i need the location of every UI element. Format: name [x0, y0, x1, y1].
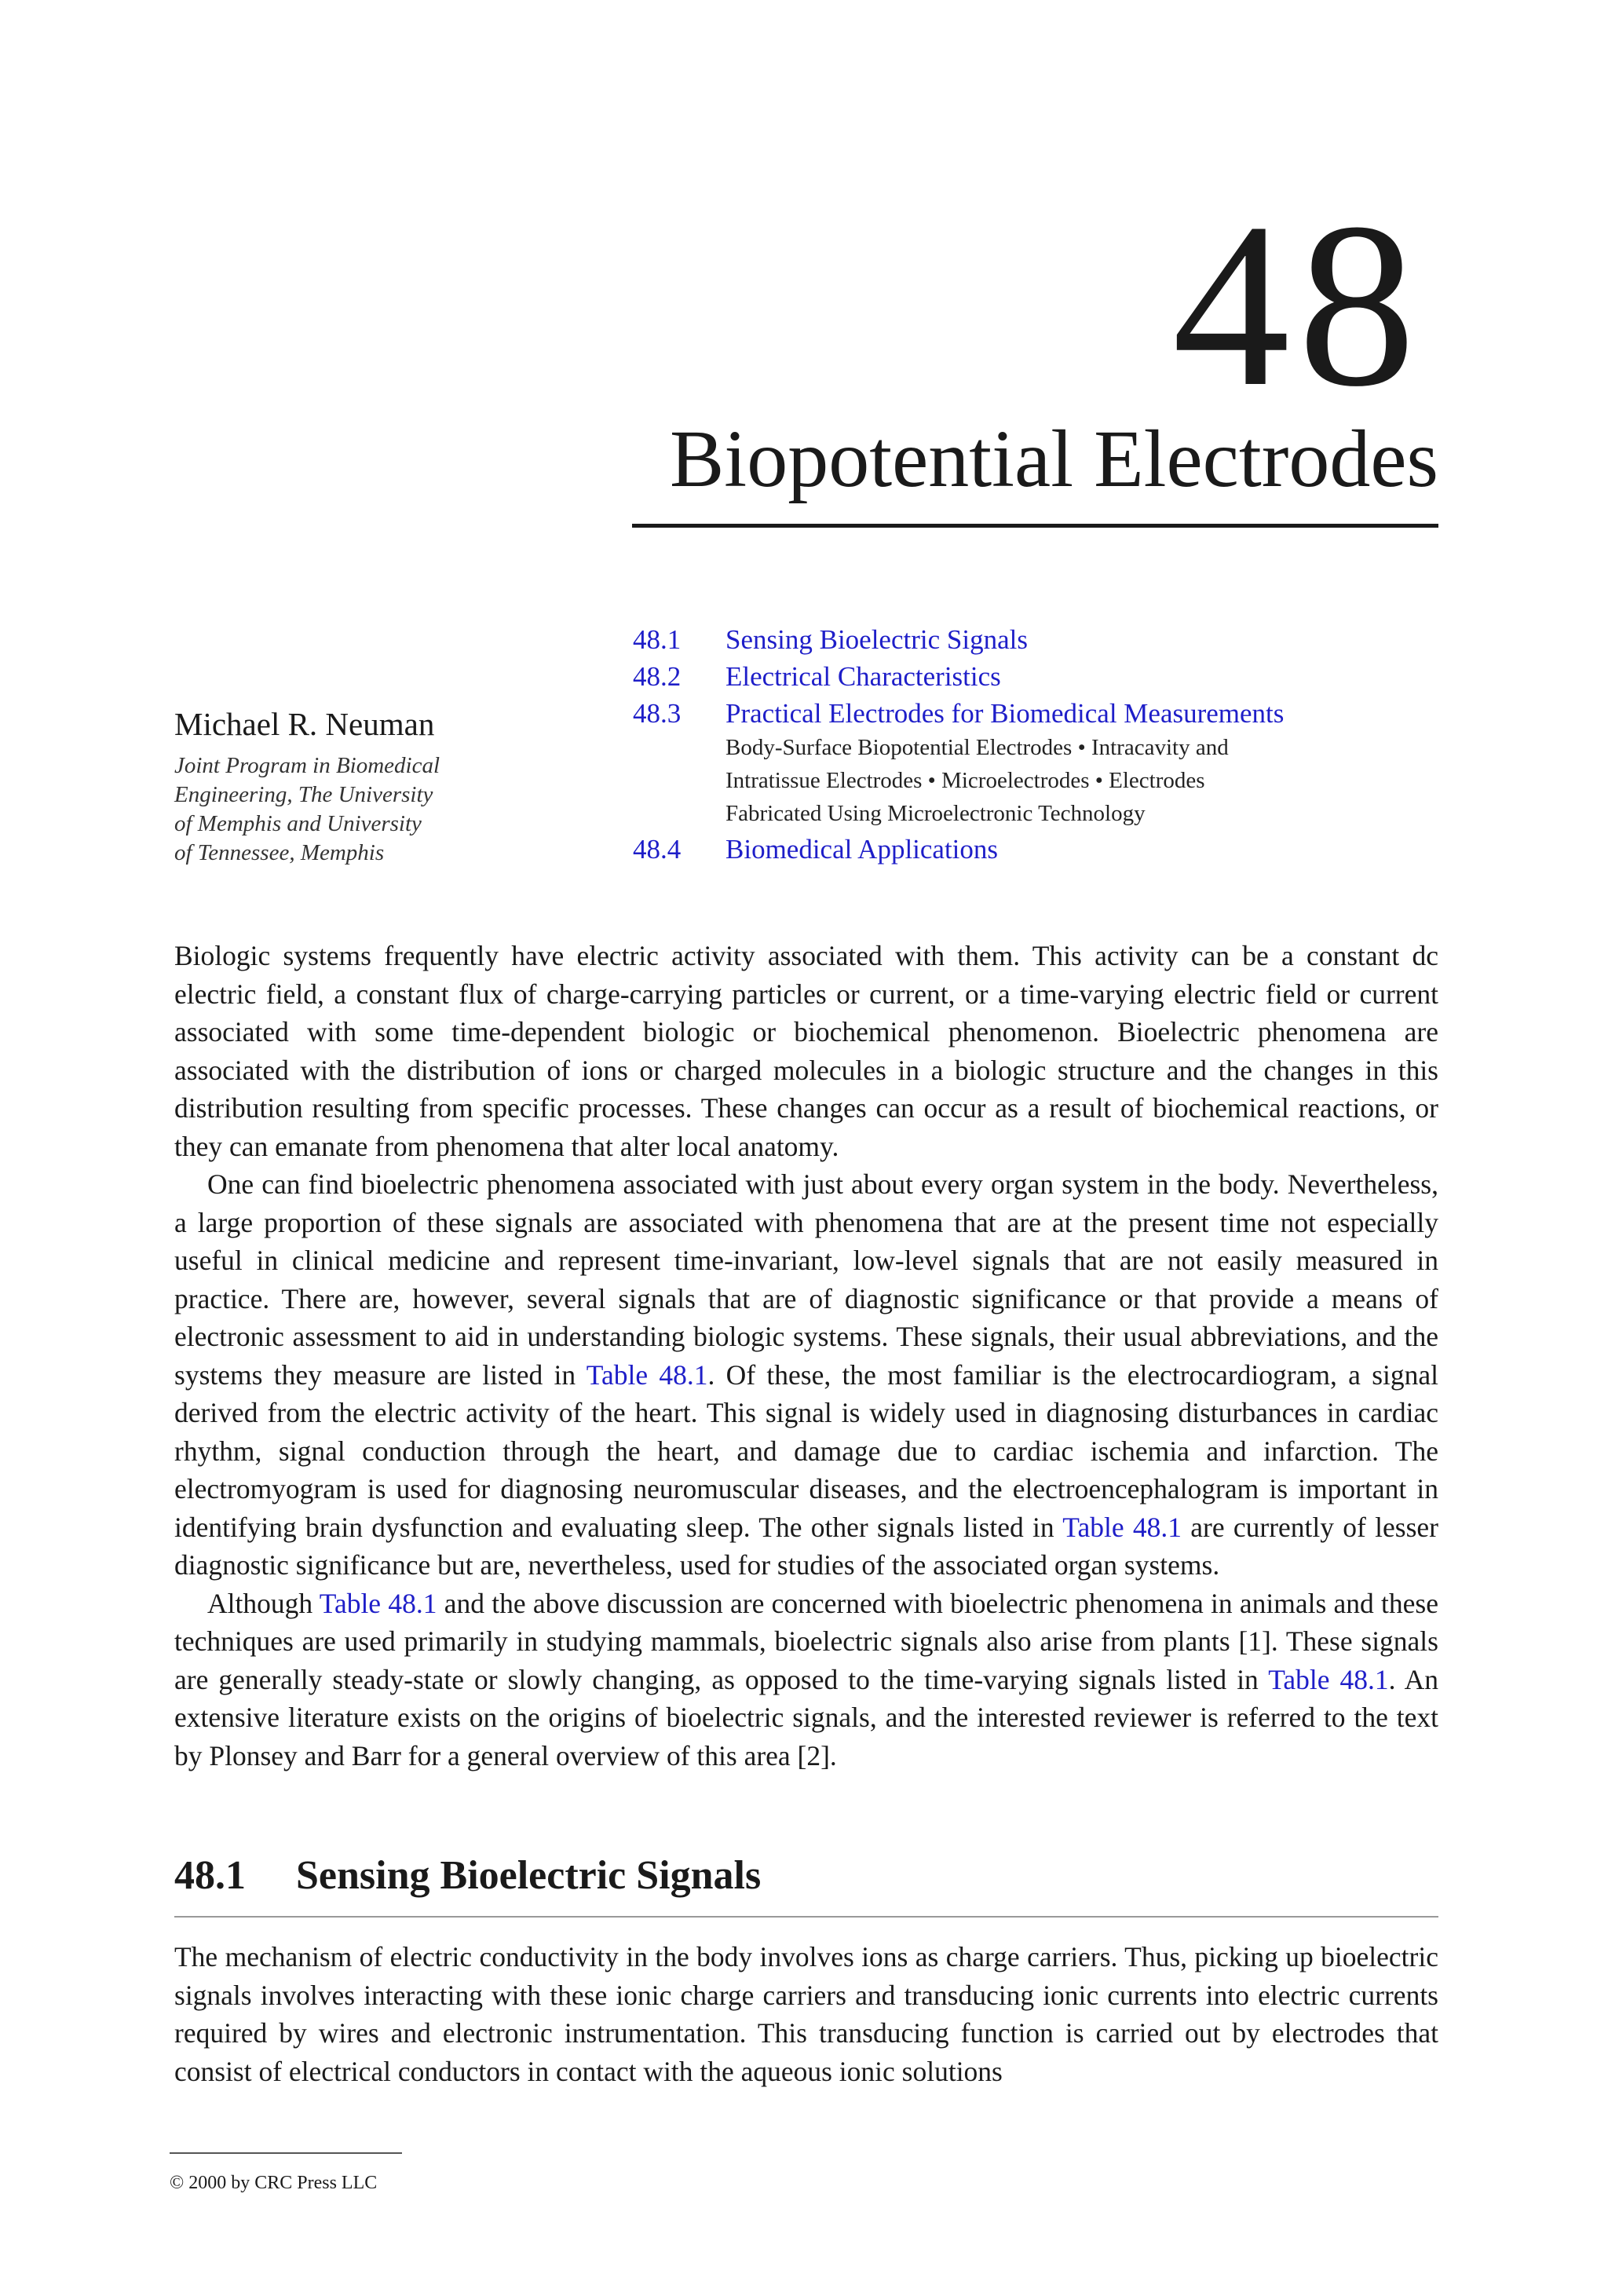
paragraph-text: are currently of lesser diagnostic significance but are, nevertheless, used for studies of the associated organ systems.: [174, 1511, 1438, 1581]
table-reference-link[interactable]: Table 48.1: [1062, 1511, 1182, 1543]
toc-entry-number[interactable]: 48.2: [633, 661, 682, 692]
table-reference-link[interactable]: Table 48.1: [1268, 1663, 1389, 1695]
chapter-title: Biopotential Electrodes: [669, 414, 1438, 504]
footnote-divider: [170, 2152, 402, 2154]
section-number: 48.1: [174, 1853, 246, 1898]
title-divider: [632, 524, 1438, 528]
author-affiliation: [174, 751, 614, 868]
toc-subtopic-line: Fabricated Using Microelectronic Technology: [725, 801, 1146, 826]
toc-entry-link[interactable]: Electrical Characteristics: [725, 661, 1001, 692]
intro-paragraph: Biologic systems frequently have electric activity associated with them. This activity can be a constant dc electric field, a constant flux of charge-carrying particles or current, or a time-varying electric field or current associated with some time-dependent biologic or biochemical phenomenon. Bioelectric phenomena are associated with the distribution of ions or charged molecules in a biologic structure and the changes in this distribution resulting from specific processes. These changes can occur as a result of biochemical reactions, or they can emanate from phenomena that alter local anatomy.: [174, 940, 1438, 1162]
paragraph-text: and the above discussion are concerned with bioelectric phenomena in animals and these techniques are used primarily in studying mammals, bioelectric signals also arise from plants [1]. These signals are generally steady-state or slowly changing, as opposed to the time-varying signals listed in: [174, 1587, 1438, 1695]
chapter-number: 48: [1172, 174, 1423, 435]
affiliation-line: Engineering, The University: [174, 782, 433, 808]
paragraph-text: One can find bioelectric phenomena associated with just about every organ system in the body. Nevertheless, a large proportion of these signals are associated with phenomena that are at the present time not especially useful in clinical medicine and represent time-invariant, low-level signals that are not easily measured in practice. There are, however, several signals that are of diagnostic significance or that provide a means of electronic assessment to aid in understanding biologic systems. These signals, their usual abbreviations, and the systems they measure are listed in: [174, 1168, 1438, 1391]
affiliation-line: of Tennessee, Memphis: [174, 840, 385, 866]
toc-subtopic-line: Body-Surface Biopotential Electrodes • Intracavity and: [725, 735, 1229, 760]
copyright-notice: © 2000 by CRC Press LLC: [170, 2173, 378, 2193]
toc-entry[interactable]: [633, 621, 1449, 658]
section-title: Sensing Bioelectric Signals: [296, 1853, 762, 1898]
table-reference-link[interactable]: Table 48.1: [319, 1587, 437, 1619]
intro-paragraph: [174, 1585, 1438, 1775]
affiliation-line: of Memphis and University: [174, 811, 422, 837]
chapter-contents: [633, 621, 1449, 868]
table-reference-link[interactable]: Table 48.1: [586, 1358, 708, 1391]
section-body: [174, 1938, 1438, 2090]
toc-entry-number[interactable]: 48.3: [633, 698, 682, 729]
toc-entry-link[interactable]: Sensing Bioelectric Signals: [725, 624, 1028, 655]
section-heading: [174, 1852, 761, 1900]
toc-entry[interactable]: [633, 695, 1449, 831]
section-divider: [174, 1916, 1438, 1918]
section-paragraph: The mechanism of electric conductivity in the body involves ions as charge carriers. Thus, picking up bioelectric signals involves interacting with these ionic charge carriers and transducing ionic currents into electric currents required by wires and electronic instrumentation. This transducing function is carried out by electrodes that consist of electrical conductors in contact with the aqueous ionic solutions: [174, 1941, 1438, 2087]
paragraph-text: . Of these, the most familiar is the electrocardiogram, a signal derived from the electric activity of the heart. This signal is widely used in diagnosing disturbances in cardiac rhythm, signal conduction through the heart, and damage due to cardiac ischemia and infarction. The electromyogram is used for diagnosing neuromuscular diseases, and the electroencephalogram is important in identifying brain dysfunction and evaluating sleep. The other signals listed in: [174, 1358, 1438, 1543]
toc-entry[interactable]: [633, 658, 1449, 695]
paragraph-text: Although: [207, 1587, 320, 1619]
toc-subtopic-line: Intratissue Electrodes • Microelectrodes • Electrodes: [725, 768, 1205, 793]
introduction: [174, 937, 1438, 1775]
paragraph-text: . An extensive literature exists on the origins of bioelectric signals, and the interested reviewer is referred to the text by Plonsey and Barr for a general overview of this area [2].: [174, 1663, 1438, 1771]
toc-entry-number[interactable]: 48.4: [633, 834, 682, 865]
author-name: Michael R. Neuman: [174, 706, 435, 742]
toc-entry-link[interactable]: Biomedical Applications: [725, 834, 999, 865]
toc-entry[interactable]: [633, 831, 1449, 868]
toc-entry-link[interactable]: Practical Electrodes for Biomedical Measurements: [725, 698, 1285, 729]
toc-entry-number[interactable]: 48.1: [633, 624, 682, 655]
affiliation-line: Joint Program in Biomedical: [174, 753, 440, 779]
intro-paragraph: [174, 1165, 1438, 1585]
author-block: [174, 705, 614, 868]
